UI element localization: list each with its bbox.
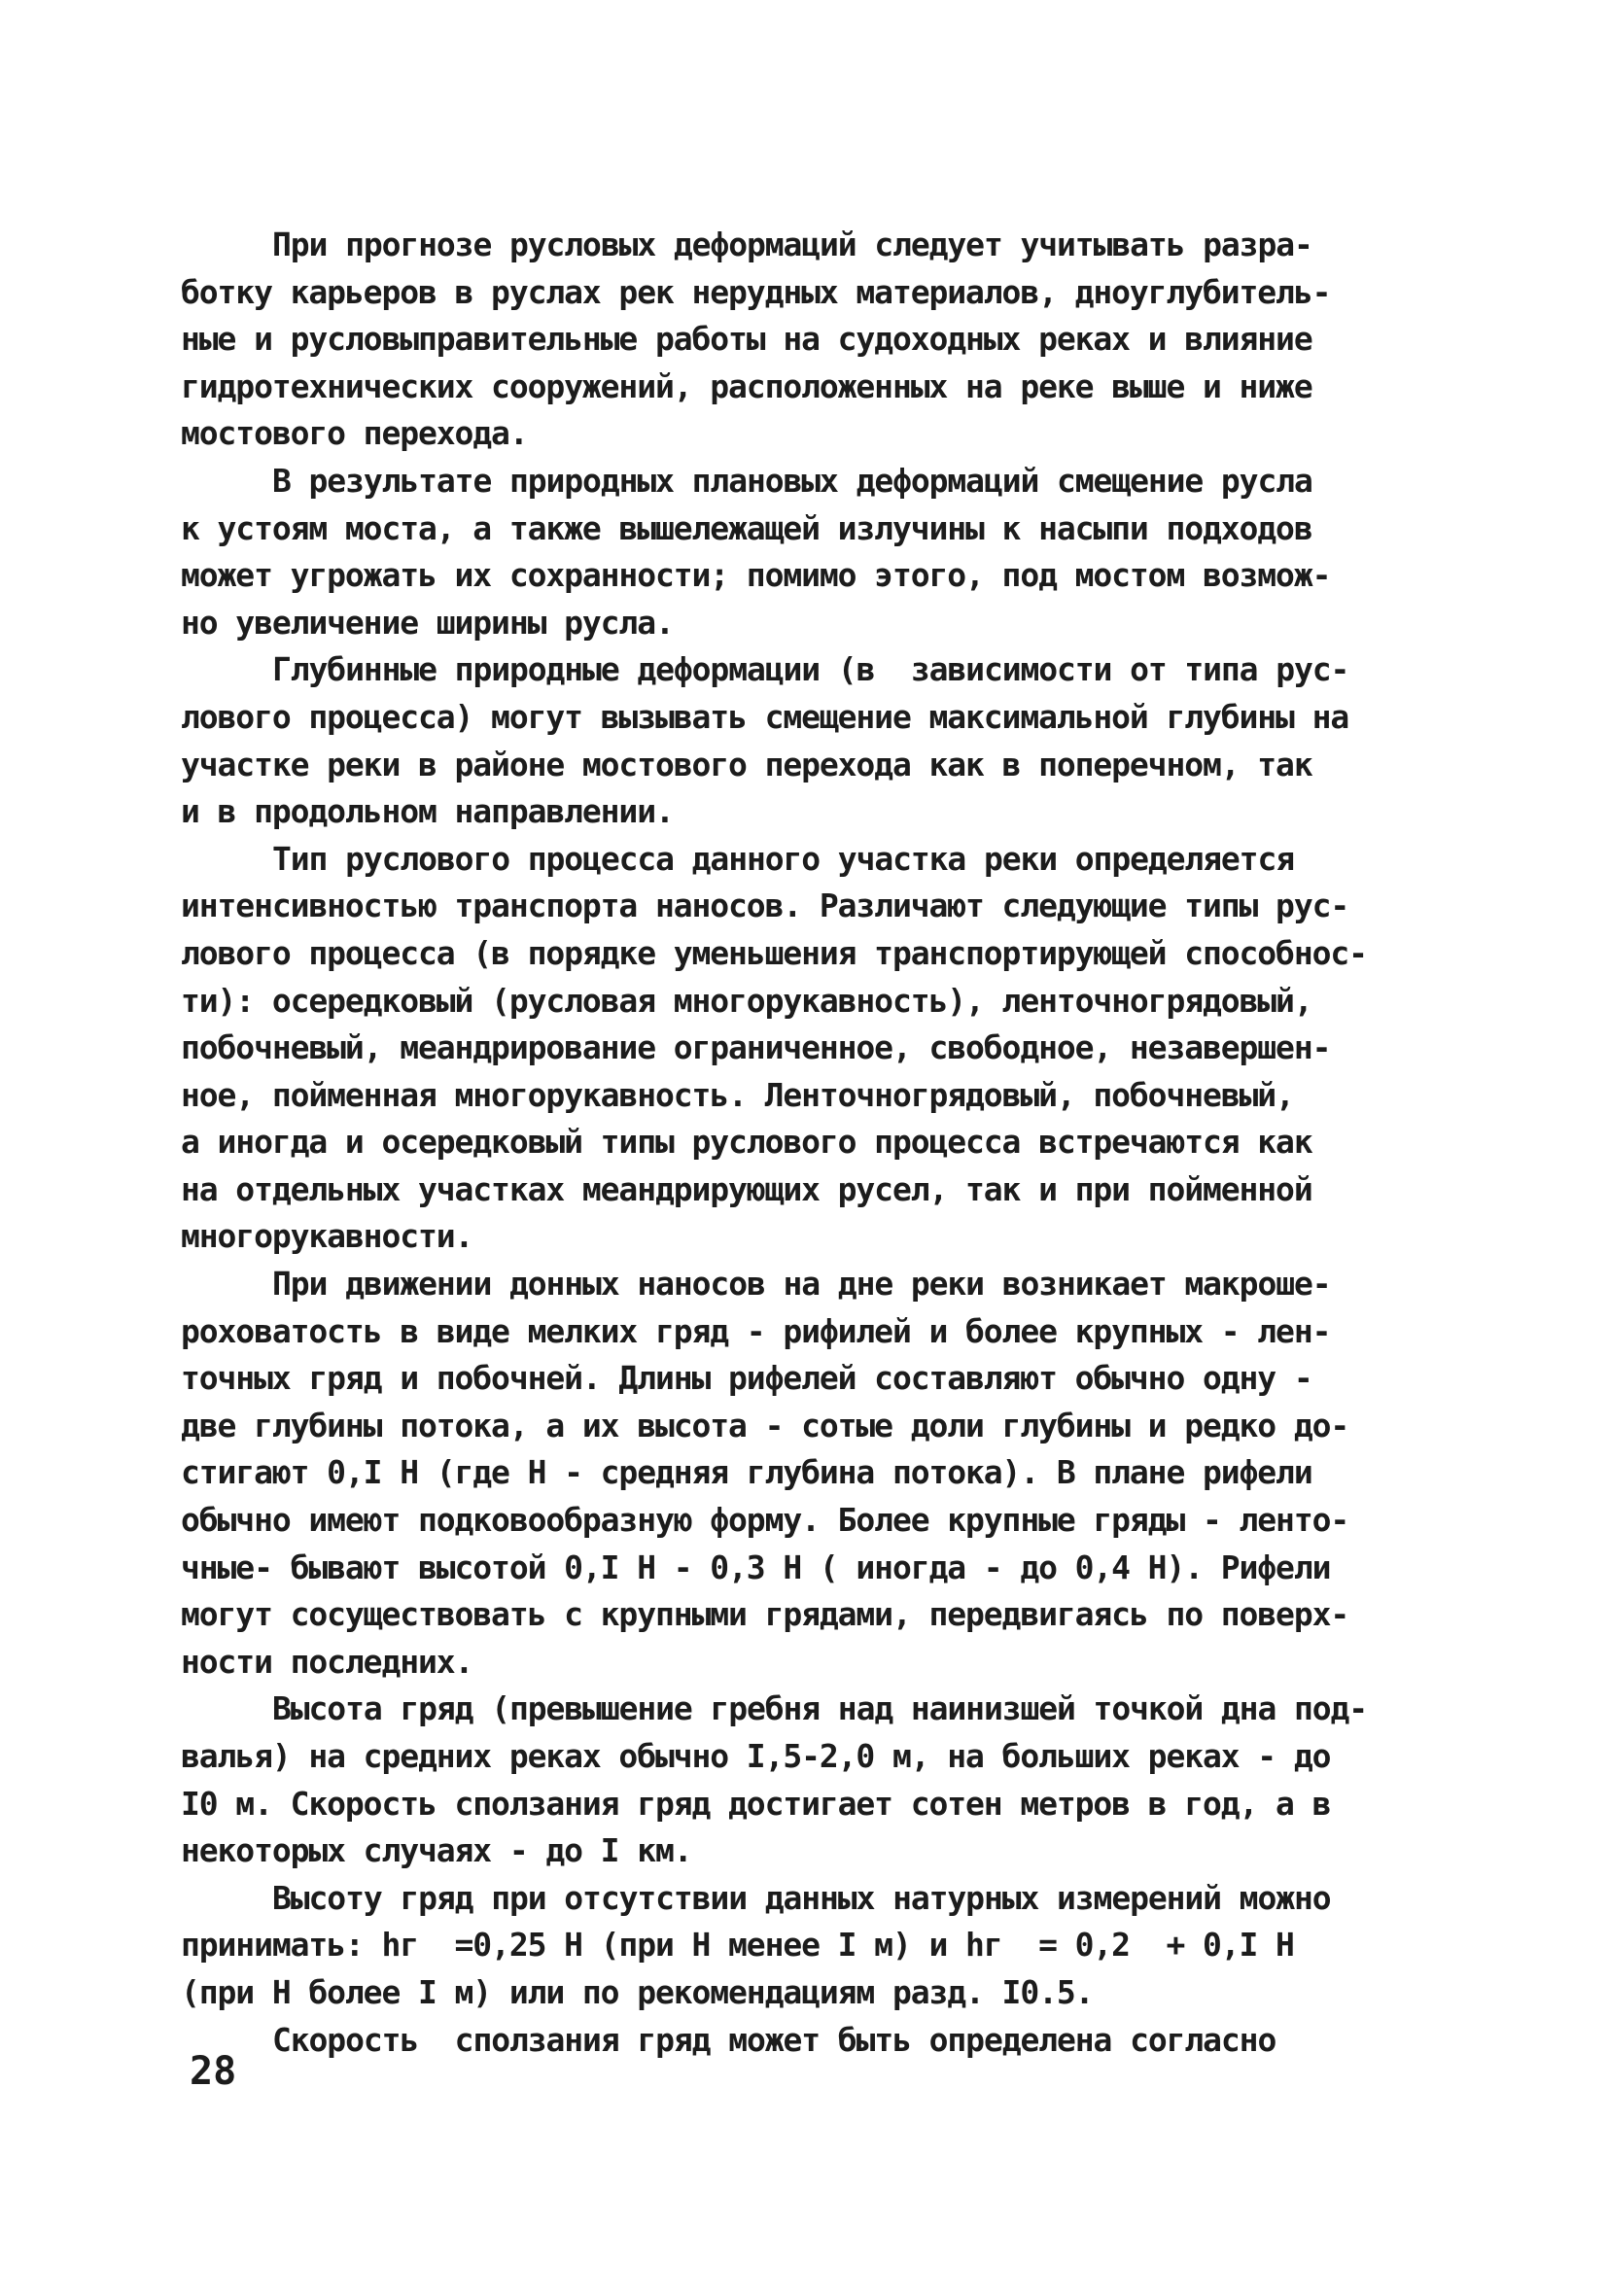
text-line: При движении донных наносов на дне реки возникает макроше- [272,1265,1331,1304]
text-line: лового процесса) могут вызывать смещение максимальной глубины на [181,697,1349,736]
paragraph [181,1686,1411,1874]
text-line: могут сосуществовать с крупными грядами, передвигаясь по поверх- [181,1595,1349,1634]
paragraph [181,646,1411,835]
text-line: ботку карьеров в руслах рек нерудных материалов, дноуглубитель- [181,272,1331,311]
paragraph [181,1875,1411,2017]
text-line: Тип руслового процесса данного участка реки определяется [272,839,1294,878]
text-line: многорукавности. [181,1217,473,1256]
text-line: Скорость сползания гряд может быть определена согласно [272,2020,1276,2059]
body-text [181,222,1411,2064]
text-line: гидротехнических сооружений, расположенных на реке выше и ниже [181,366,1312,405]
text-line: Высота гряд (превышение гребня над наинизшей точкой дна под- [272,1689,1368,1728]
text-line: лового процесса (в порядке уменьшения транспортирующей способнос- [181,933,1367,972]
text-line: В результате природных плановых деформаций смещение русла [272,461,1312,500]
text-line: валья) на средних реках обычно I,5-2,0 м, на больших реках - до [181,1737,1331,1775]
paragraph [181,836,1411,1261]
text-line: точных гряд и побочней. Длины рифелей составляют обычно одну - [181,1359,1312,1398]
text-line: и в продольном направлении. [181,792,674,831]
text-line: При прогнозе русловых деформаций следует учитывать разра- [272,226,1312,263]
text-line: (при H более I м) или по рекомендациям разд. I0.5. [181,1972,1094,2011]
paragraph [181,1261,1411,1686]
text-line: а иногда и осередковый типы руслового процесса встречаются как [181,1123,1312,1162]
text-line: на отдельных участках меандрирующих русел, так и при пойменной [181,1169,1312,1208]
text-line: может угрожать их сохранности; помимо этого, под мостом возмож- [181,556,1331,595]
text-line: обычно имеют подковообразную форму. Более крупные гряды - ленто- [181,1501,1349,1540]
text-line: мостового перехода. [181,414,528,453]
text-line: ти): осередковый (русловая многорукавность), ленточногрядовый, [181,981,1312,1020]
text-line: ные и русловыправительные работы на судоходных реках и влияние [181,320,1312,359]
text-line: принимать: hг =0,25 H (при H менее I м) и hг = 0,2 + 0,I H [181,1926,1294,1965]
text-line: Высоту гряд при отсутствии данных натурных измерений можно [272,1878,1331,1917]
text-line: Глубинные природные деформации (в зависимости от типа рус- [272,650,1349,689]
text-line: некоторых случаях - до I км. [181,1831,692,1870]
text-line: две глубины потока, а их высота - сотые доли глубины и редко до- [181,1406,1349,1444]
text-line: участке реки в районе мостового перехода как в поперечном, так [181,745,1312,783]
text-line: чные- бывают высотой 0,I H - 0,3 H ( иногда - до 0,4 H). Рифели [181,1548,1331,1586]
text-line: интенсивностью транспорта наносов. Различают следующие типы рус- [181,887,1349,925]
text-line: ности последних. [181,1642,473,1681]
text-line: к устоям моста, а также вышележащей излучины к насыпи подходов [181,508,1312,547]
text-line: I0 м. Скорость сползания гряд достигает сотен метров в год, а в [181,1784,1331,1823]
paragraph [181,2017,1411,2065]
text-line: ное, пойменная многорукавность. Ленточногрядовый, побочневый, [181,1075,1294,1114]
paragraph [181,222,1411,458]
paragraph [181,458,1411,646]
text-line: побочневый, меандрирование ограниченное, свободное, незавершен- [181,1028,1331,1067]
text-line: но увеличение ширины русла. [181,603,674,642]
text-line: стигают 0,I H (где H - средняя глубина потока). В плане рифели [181,1453,1312,1492]
page-number: 28 [190,2049,237,2094]
text-line: роховатость в виде мелких гряд - рифилей и более крупных - лен- [181,1311,1331,1350]
